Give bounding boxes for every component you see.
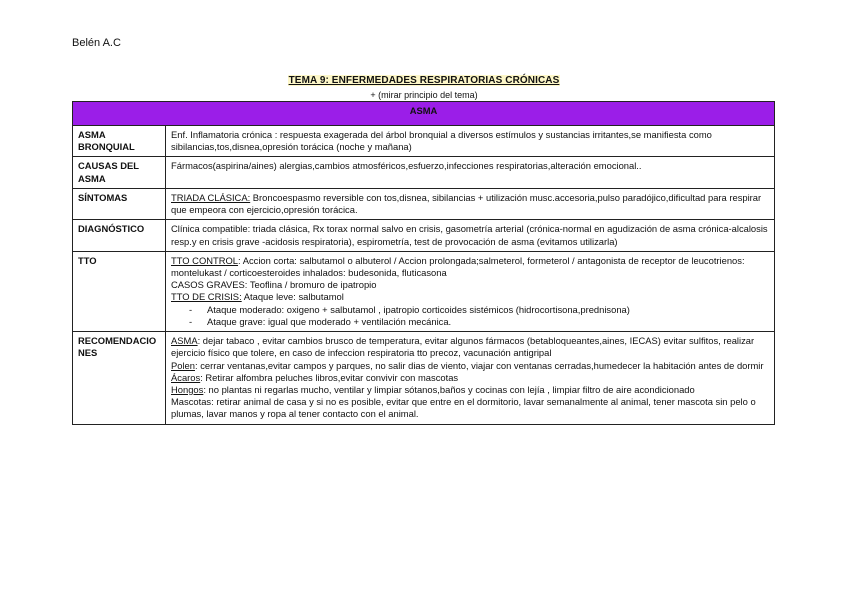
title-block [0,70,848,100]
author-name: Belén A.C [72,37,121,49]
row-text: : cerrar ventanas,evitar campos y parques, no salir dias de viento, viajar con ventanas cerradas,humedecer la habitación antes de dormir [194,359,764,371]
bullet-text: Ataque grave: igual que moderado + ventilación mecánica. [207,315,452,327]
underlined-term: Ácaros [171,371,201,383]
underlined-term: TRIADA CLÁSICA: [171,191,251,203]
row-label: SÍNTOMAS [73,188,166,219]
row-content: Enf. Inflamatoria crónica : respuesta exagerada del árbol bronquial a diversos estímulos y sustancias irritantes,se manifiesta como sibilancias,tos,disnea,opresión torácica (noche y mañana) [166,126,775,157]
recommendation-line [171,335,769,359]
table-row [73,332,775,425]
list-item [171,316,769,328]
row-text: Broncoespasmo reversible con tos,disnea, sibilancias + utilización musc.accesoria,pulso paradójico,dificultad para respirar que empeora con ejercicio,opresión torácica. [171,191,762,216]
row-label: ASMA BRONQUIAL [73,126,166,157]
table-row [73,157,775,188]
bullet-text: Ataque moderado: oxigeno + salbutamol , ipatropio corticoides sistémicos (hidrocortisona,prednisona) [207,303,630,315]
document-subtitle: + (mirar principio del tema) [370,90,478,100]
table-header-row [73,102,775,126]
table-row [73,251,775,331]
row-content: Clínica compatible: triada clásica, Rx torax normal salvo en crisis, gasometría arterial (crónica-normal en agudización de asma crónica-alcalosis resp.y en crisis grave -acidosis respiratoria), espirometría, test de provocación de asma (evitamos utilizarla) [166,220,775,251]
row-content [166,332,775,425]
row-label: CAUSAS DEL ASMA [73,157,166,188]
recommendation-line [171,372,769,384]
tto-control-line [171,255,769,279]
table-row [73,220,775,251]
underlined-term: Polen [171,359,195,371]
row-text: : dejar tabaco , evitar cambios brusco de temperatura, evitar algunos fármacos (betabloqueantes,aines, IECAS) evitar sulfitos, realizar ejercicio físico que tolere, en caso de infeccion respiratoria tto precoz, vacunación antigripal [171,335,755,359]
recommendation-line: Mascotas: retirar animal de casa y si no es posible, evitar que entre en el dormitorio, lavar semanalmente al animal, tener mascota sin pelo o plumas, lavar manos y ropa al tener contacto con el animal. [171,396,756,420]
underlined-term: TTO CONTROL [171,254,239,266]
row-label: DIAGNÓSTICO [73,220,166,251]
list-item [171,304,769,316]
row-text: Ataque leve: salbutamol [241,291,344,303]
tto-crisis-line [171,291,769,303]
row-content: Fármacos(aspirina/aines) alergias,cambios atmosféricos,esfuerzo,infecciones respiratorias,alteración emocional.. [166,157,775,188]
table-row [73,188,775,219]
row-content [166,188,775,219]
row-text: : Accion corta: salbutamol o albuterol / Accion prolongada;salmeterol, formeterol / antagonista de receptor de leucotrienos: montelukast / corticoesteroides inhalados: budesonida, fluticasona [171,254,745,278]
recommendation-line [171,360,769,372]
asma-table [72,101,775,425]
row-label: RECOMENDACIONES [73,332,166,425]
table-row [73,126,775,157]
row-text: : Retirar alfombra peluches libros,evitar convivir con mascotas [200,371,459,383]
underlined-term: Hongos [171,383,204,395]
row-content [166,251,775,331]
recommendation-line [171,384,769,396]
row-label: TTO [73,251,166,331]
document-title: TEMA 9: ENFERMEDADES RESPIRATORIAS CRÓNICAS [288,75,560,86]
underlined-term: ASMA [171,335,198,347]
row-text: : no plantas ni regarlas mucho, ventilar y limpiar sótanos,baños y cocinas con lejía , limpiar filtro de aire acondicionado [203,383,695,395]
casos-graves-line: CASOS GRAVES: Teoflina / bromuro de ipatropio [171,279,377,291]
underlined-term: TTO DE CRISIS: [171,291,242,303]
table-header: ASMA [73,102,775,126]
